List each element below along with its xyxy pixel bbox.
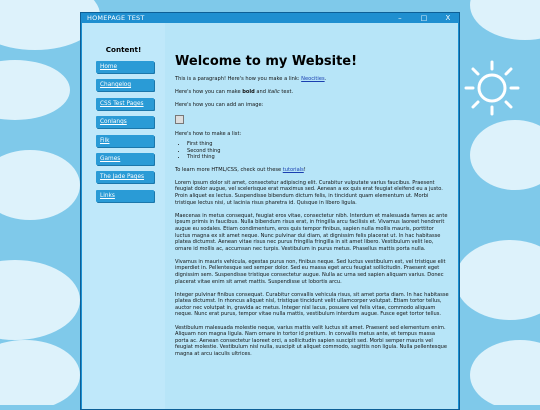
paragraph-end: ! [303, 166, 306, 173]
nav-games[interactable]: Games [96, 153, 154, 165]
sun-icon [462, 58, 522, 118]
lorem-paragraph: Vivamus in mauris vehicula, egestas purus non, finibus neque. Sed luctus vestibulum est, vel tristique elit imperdiet in. Pellentesque sed semper dolor. Sed eu massa eget arcu feugiat sollicitudin. Praesent eget dignissim sem. Suspendisse tristique consectetur augue. Nulla ac urna sed sapien aliquam varius. Donec placerat vitae enim sit amet mattis. Suspendisse ut lobortis arcu. [175, 258, 446, 285]
lorem-paragraph: Integer pulvinar finibus consequat. Curabitur convallis vehicula risus, sit amet porta diam. In hac habitasse platea dictumst. In rhoncus aliquet nisl, tristique tincidunt velit ullamcorper volutpat. Etiam tortor tellus, auctor nec volutpat in, gravida ac metus. Integer nisl lacus, posuere vel felis vitae, commodo aliquam neque. Nunc erat purus, tempor vitae nulla mattis, vestibulum interdum augue. Fusce eget tortor tellus. [175, 291, 449, 318]
page-title: Welcome to my Website! [175, 54, 358, 69]
bold-text: bold [242, 89, 255, 96]
example-list [175, 141, 450, 161]
paragraph-list: Here's how to make a list: [175, 130, 242, 137]
sidebar-heading: Content! [105, 45, 142, 54]
minimize-button[interactable]: – [398, 14, 402, 22]
lorem-paragraph: Vestibulum malesuada molestie neque, varius mattis velit luctus sit amet. Praesent sed elementum enim. Aliquam non magna ligula. Nam ornare in tortor id pretium. In convallis metus ante, et tempus massa porta ac. Aenean consectetur laoreet orci, a sollicitudin sapien suscipit sed. Morbi semper mauris vel feugiat molestie. Vestibulum nisl nulla, suscipit ut aliquet commodo, sagittis non ligula. Nulla pellentesque magna at arcu iaculis ultrices. [175, 324, 448, 357]
paragraph-text: This is a paragraph! Here's how you make a link: [175, 76, 302, 82]
close-button[interactable]: X [445, 14, 451, 22]
paragraph-link [175, 76, 450, 83]
nav-conlangs[interactable]: Conlangs [96, 116, 154, 128]
list-item: • Second thing [187, 148, 450, 155]
cloud [0, 340, 80, 405]
italic-text: italic [267, 89, 280, 96]
paragraph-tutorials [175, 167, 450, 174]
paragraph-end: . [324, 76, 327, 82]
text-part: and [254, 89, 268, 96]
browser-window [80, 12, 460, 410]
nav-links[interactable]: Links [96, 190, 154, 202]
nav-filk[interactable]: Filk [96, 135, 154, 147]
neocities-link[interactable]: Neocities [301, 76, 325, 82]
window-content [82, 23, 458, 409]
nav-changelog[interactable]: Changelog [96, 79, 154, 91]
broken-image-icon [175, 115, 184, 124]
cloud [455, 240, 540, 320]
maximize-button[interactable]: □ [420, 14, 428, 22]
cloud [470, 340, 540, 405]
tutorials-link[interactable]: tutorials [282, 166, 304, 173]
nav-css-test-pages[interactable]: CSS Test Pages [96, 98, 154, 110]
nav-home[interactable]: Home [96, 61, 154, 73]
text-part: Here's how you can make [175, 89, 243, 96]
list-item: • First thing [187, 141, 450, 148]
paragraph-text: To learn more HTML/CSS, check out these [175, 166, 283, 173]
lorem-paragraph: Maecenas in metus consequat, feugiat eros vitae, consectetur nibh. Interdum et malesuada fames ac ante ipsum primis in faucibus. Nulla bibendum risus erat, in fringilla arcu facilisis et. Vivamus laoreet hendrerit augue eu sodales. Etiam condimentum, eros quis tempor finibus, sapien nulla mollis mauris, porttitor luctus magna ex sit amet neque. Nunc pulvinar dui diam, at dignissim felis placerat ut. In hac habitasse platea dictumst. Aenean vitae risus nec purus fringilla fringilla in sit amet libero. Vestibulum velit leo, ornare id mollis ac, accumsan nec turpis. Vestibulum in purus metus. Phasellus mattis porta nulla. [175, 212, 448, 252]
cloud [0, 60, 70, 120]
title-bar[interactable] [81, 13, 459, 23]
paragraph-image: Here's how you can add an image: [175, 102, 264, 109]
cloud [470, 0, 540, 40]
nav-jade-pages[interactable]: The Jade Pages [96, 171, 154, 183]
lorem-paragraph: Lorem ipsum dolor sit amet, consectetur adipiscing elit. Curabitur vulputate varius faucibus. Praesent feugiat dolor augue, vel scelerisque erat maximus sed. Aenean a ex quis erat feugiat eleifend eu a justo. Proin aliquet ex lectus. Suspendisse bibendum dictum felis, in tincidunt quam elementum ut. Morbi tristique lectus nisi, ut lacinia risus pharetra id. Quisque in libero ligula. [175, 179, 443, 206]
text-part: text. [279, 89, 294, 96]
list-item: • Third thing [187, 154, 450, 161]
window-title: HOMEPAGE TEST [87, 14, 145, 22]
cloud [470, 120, 540, 190]
cloud [0, 260, 80, 340]
paragraph-formatting [175, 89, 450, 96]
window-controls [395, 14, 453, 22]
sidebar [82, 23, 165, 409]
cloud [0, 150, 80, 220]
main-content [165, 23, 458, 409]
